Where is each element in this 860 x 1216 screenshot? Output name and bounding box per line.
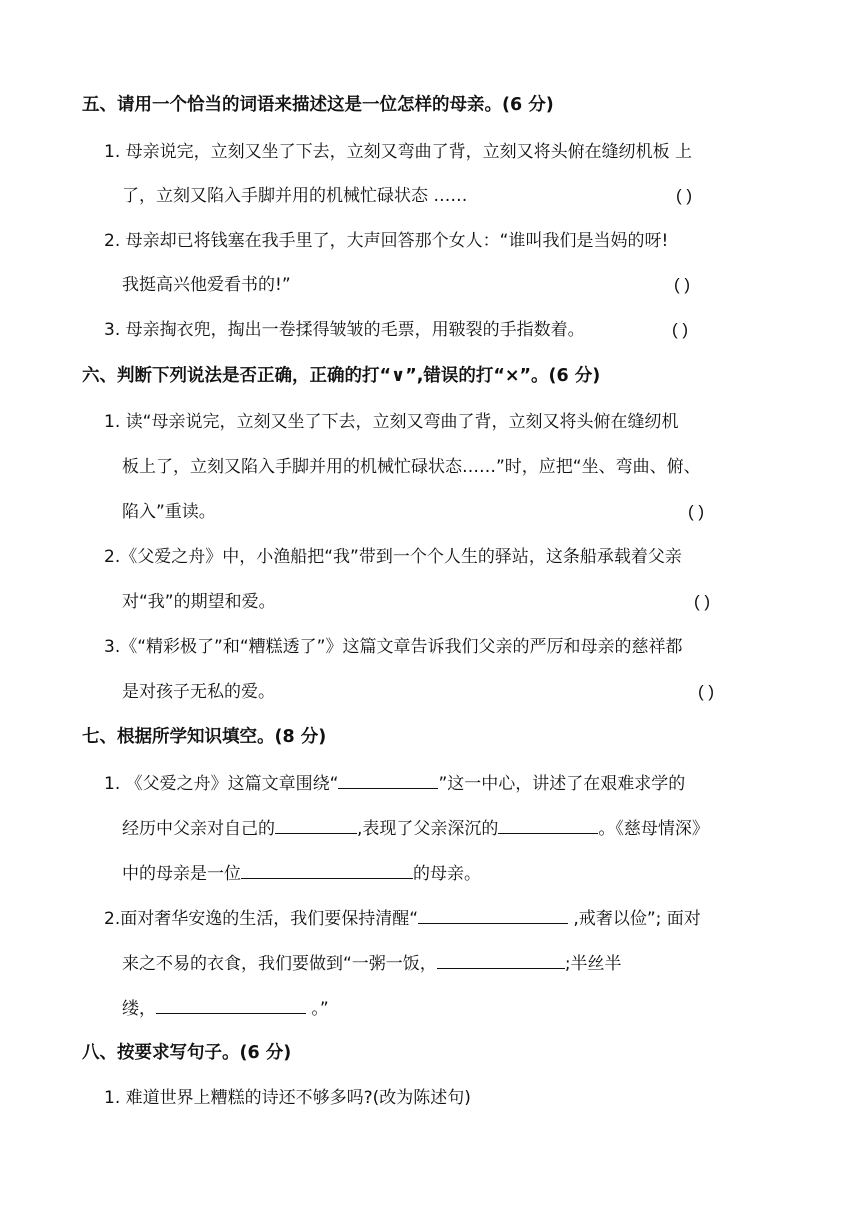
s6-q1-number: 1.: [104, 412, 121, 432]
s5-q1-number: 1.: [104, 142, 121, 162]
s7-q1-text-d: ,表现了父亲深沉的: [357, 819, 499, 839]
s7-q1-text-a: 《父爱之舟》这篇文章围绕“: [125, 774, 339, 794]
s5-q1-text-1: 母亲说完，立刻又坐了下去，立刻又弯曲了背，立刻又将头俯在缝纫机板 上: [125, 142, 693, 162]
s5-q3-number: 3.: [104, 320, 121, 340]
s7-q1-blank-4[interactable]: [241, 860, 413, 879]
s8-q1-text-1: 难道世界上糟糕的诗还不够多吗?(改为陈述句): [125, 1088, 471, 1108]
s7-q1-line1: [104, 770, 685, 796]
s7-q2-text-d: ;半丝半: [564, 954, 622, 974]
s5-q1-line1: [104, 140, 692, 164]
s7-q1-text-e: 。《慈母情深》: [598, 819, 709, 839]
s7-q2-line2: [122, 950, 622, 976]
section-5-title: 五、请用一个恰当的词语来描述这是一位怎样的母亲。(6 分): [82, 95, 554, 115]
section-8-title: 八、按要求写句子。(6 分): [82, 1043, 292, 1063]
s7-q1-line2: [122, 815, 709, 841]
s7-q1-text-b: ”这一中心，讲述了在艰难求学的: [438, 774, 686, 794]
s5-q2-number: 2.: [104, 231, 121, 251]
s7-q2-blank-1[interactable]: [418, 905, 568, 924]
s7-q1-text-c: 经历中父亲对自己的: [122, 819, 275, 839]
s5-q3-answer-paren[interactable]: ( ): [672, 320, 689, 339]
s7-q2-text-f: 。”: [306, 999, 329, 1019]
s7-q2-text-e: 缕，: [122, 999, 156, 1019]
s5-q2-text-1: 母亲却已将钱塞在我手里了，大声回答那个女人：“谁叫我们是当妈的呀!: [125, 231, 669, 251]
s7-q1-blank-2[interactable]: [275, 815, 357, 834]
s7-q2-line1: [104, 905, 701, 931]
s5-q3-line1: [104, 318, 585, 342]
s6-q3-line1: [104, 635, 682, 659]
s5-q2-answer-paren[interactable]: ( ): [674, 275, 691, 294]
s7-q2-blank-2[interactable]: [437, 950, 565, 969]
s6-q3-number: 3.: [104, 637, 121, 657]
s6-q1-line3: 陷入”重读。: [122, 502, 216, 522]
s5-q3-text-1: 母亲掏衣兜，掏出一卷揉得皱皱的毛票，用皲裂的手指数着。: [125, 320, 585, 340]
s5-q2-line1: [104, 229, 668, 253]
s7-q2-line3: [122, 995, 329, 1021]
s6-q2-line2: 对“我”的期望和爱。: [122, 592, 276, 612]
s5-q2-line2: 我挺高兴他爱看书的!”: [122, 275, 291, 295]
s6-q1-line1: [104, 410, 678, 434]
s6-q2-text-1: 《父爱之舟》中，小渔船把“我”带到一个个人生的驿站，这条船承载着父亲: [120, 547, 682, 567]
s5-q1-answer-paren[interactable]: ( ): [676, 186, 693, 205]
section-7-title: 七、根据所学知识填空。(8 分): [82, 727, 327, 747]
s5-q1-line2: 了，立刻又陷入手脚并用的机械忙碌状态 ……: [122, 186, 468, 206]
s7-q1-line3: [122, 860, 481, 886]
s6-q2-answer-paren[interactable]: ( ): [694, 592, 711, 611]
s6-q2-line1: [104, 545, 682, 569]
s6-q3-line2: 是对孩子无私的爱。: [122, 682, 275, 702]
section-6-title: 六、判断下列说法是否正确，正确的打“∨”,错误的打“×”。(6 分): [82, 366, 601, 386]
s7-q1-text-f: 中的母亲是一位: [122, 864, 241, 884]
s6-q3-answer-paren[interactable]: ( ): [698, 682, 715, 701]
s8-q1-line1: [104, 1086, 471, 1110]
s8-q1-number: 1.: [104, 1088, 121, 1108]
s7-q1-number: 1.: [104, 774, 121, 794]
s6-q2-number: 2.: [104, 547, 121, 567]
s7-q1-text-g: 的母亲。: [413, 864, 481, 884]
s7-q1-blank-1[interactable]: [338, 770, 438, 789]
s7-q1-blank-3[interactable]: [498, 815, 598, 834]
s7-q2-text-c: 来之不易的衣食，我们要做到“一粥一饭，: [122, 954, 437, 974]
s6-q1-answer-paren[interactable]: ( ): [688, 502, 705, 521]
s7-q2-text-b: ,戒奢以俭”; 面对: [568, 909, 701, 929]
s7-q2-text-a: 2.面对奢华安逸的生活，我们要保持清醒“: [104, 909, 419, 929]
s6-q3-text-1: 《“精彩极了”和“糟糕透了”》这篇文章告诉我们父亲的严厉和母亲的慈祥都: [120, 637, 683, 657]
s6-q1-text-1: 读“母亲说完，立刻又坐了下去，立刻又弯曲了背，立刻又将头俯在缝纫机: [125, 412, 679, 432]
s7-q2-blank-3[interactable]: [156, 995, 306, 1014]
s6-q1-line2: 板上了，立刻又陷入手脚并用的机械忙碌状态……”时，应把“坐、弯曲、俯、: [122, 457, 701, 477]
